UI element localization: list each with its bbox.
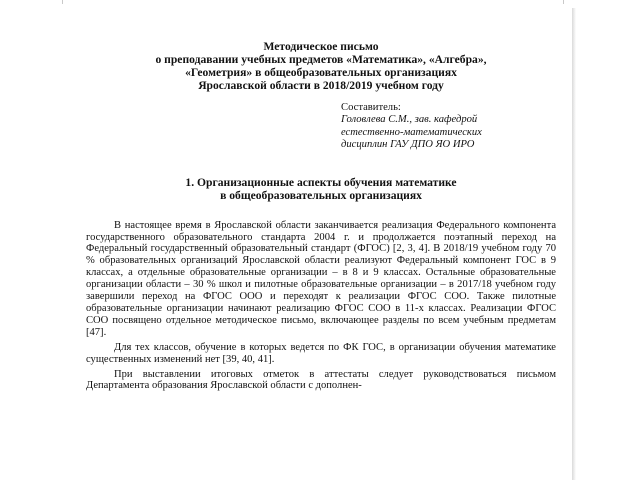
body-paragraph: В настоящее время в Ярославской области заканчивается реализация Федерального компонента государственного образовательного стандарта 2004 г. и продолжается поэтапный переход на Федеральный государственный образовательный стандарт (ФГОС) [2, 3, 4]. В 2018/19 учебном году 70 % образовательных организаций Ярославской области реализуют Федеральный компонент ГОС в 9 классах, а отдельные образовательные организации – в 8 и 9 классах. Остальные образовательные организации области – 30 % школ и пилотные образовательные организации – в 2017/18 учебном году завершили переход на ФГОС ООО и переходят к реализации ФГОС СОО. Также пилотные образовательные организации начинают реализацию ФГОС СОО в 11-х классах. Реализации ФГОС СОО посвящено отдельное методическое письмо, включающее разделы по всем учебным предметам [47]. [86, 219, 556, 338]
section-heading-line: в общеобразовательных организациях [220, 188, 422, 202]
body-paragraph: При выставлении итоговых отметок в аттестаты следует руководствоваться письмом Департамента образования Ярославской области с дополнен- [86, 368, 556, 392]
composer-line: дисциплин ГАУ ДПО ЯО ИРО [341, 139, 475, 151]
section-heading-line: 1. Организационные аспекты обучения математике [185, 175, 457, 189]
composer-label: Составитель: [341, 102, 401, 113]
document-title [86, 40, 556, 92]
document-page [86, 40, 556, 480]
composer-line: естественно-математических [341, 126, 482, 138]
title-line: Методическое письмо [263, 40, 379, 53]
page-frame-top [62, 0, 564, 4]
page-edge-shadow [572, 8, 576, 480]
title-line: Ярославской области в 2018/2019 учебном году [198, 79, 444, 92]
title-line: «Геометрия» в общеобразовательных организациях [185, 66, 457, 79]
composer-block [341, 102, 556, 152]
composer-line: Головлева С.М., зав. кафедрой [341, 114, 478, 126]
title-line: о преподавании учебных предметов «Математика», «Алгебра», [155, 53, 487, 66]
section-heading [86, 176, 556, 202]
body-paragraph: Для тех классов, обучение в которых ведется по ФК ГОС, в организации обучения математике существенных изменений нет [39, 40, 41]. [86, 341, 556, 365]
